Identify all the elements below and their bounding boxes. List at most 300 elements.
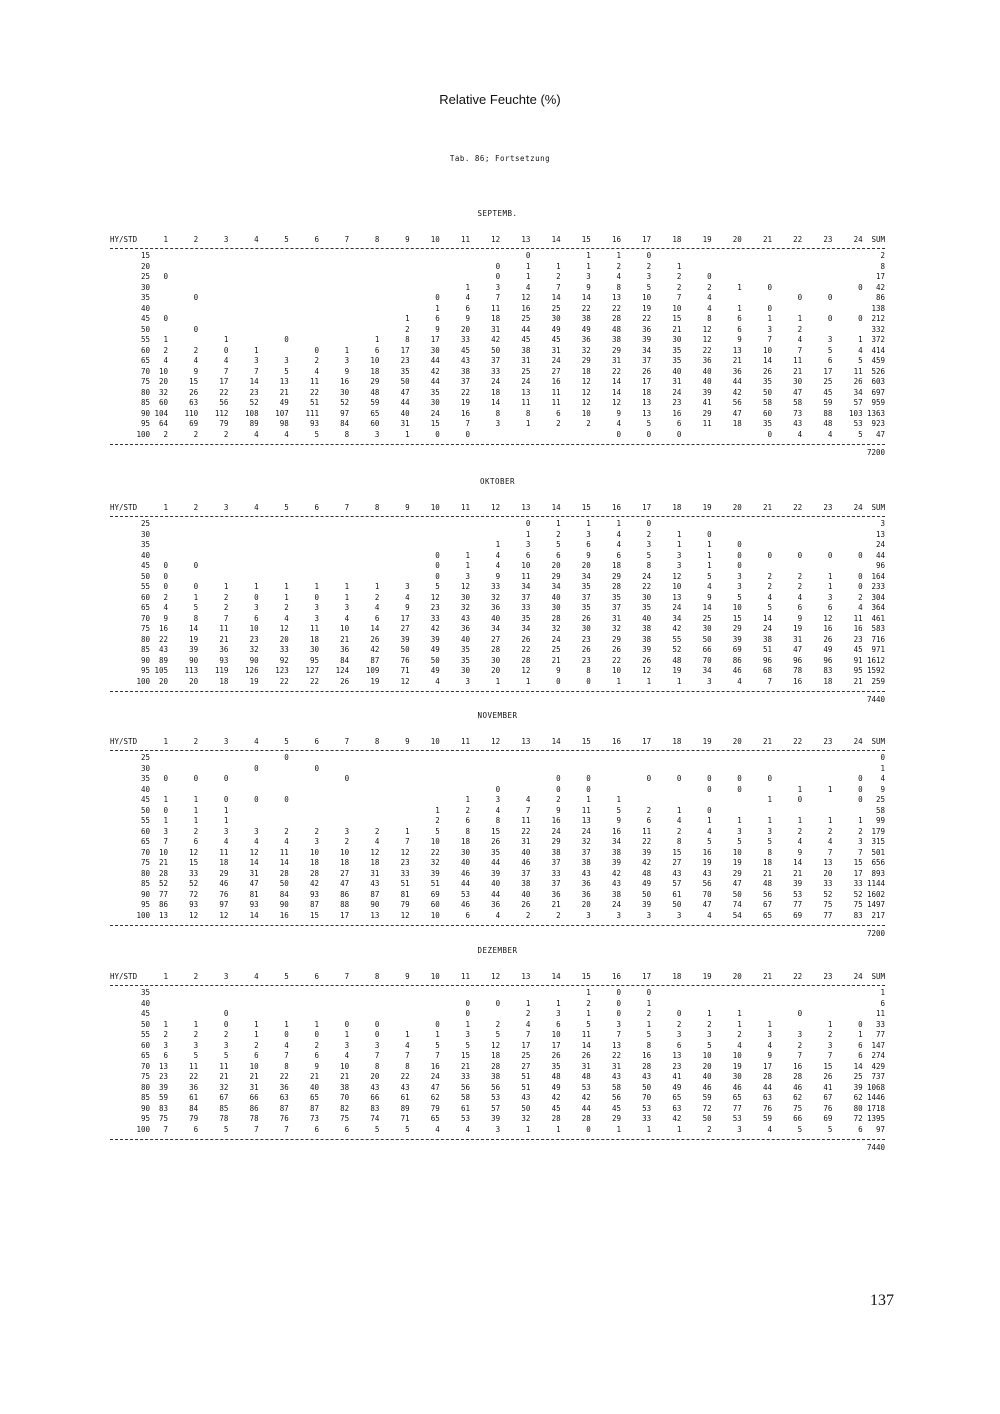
table-cell: 96 xyxy=(793,655,803,665)
table-cell: 36 xyxy=(491,900,501,909)
table-cell: 0 xyxy=(465,1009,470,1018)
humidity-class: 30 xyxy=(140,763,150,773)
table-cell: 6 xyxy=(737,314,742,323)
table-cell: 0 xyxy=(616,998,621,1008)
table-cell: 65 xyxy=(732,1093,742,1102)
table-cell: 96 xyxy=(762,655,772,665)
table-cell: 2 xyxy=(465,805,470,815)
table-cell: 1 xyxy=(556,1124,561,1134)
table-cell: 6 xyxy=(254,613,259,623)
table-cell: 3 xyxy=(827,592,833,602)
row-sum: 99 xyxy=(875,816,885,825)
table-cell: 6 xyxy=(858,1040,863,1050)
table-cell: 9 xyxy=(556,666,561,675)
table-cell: 2 xyxy=(646,805,652,815)
table-cell: 2 xyxy=(344,837,350,846)
table-cell: 22 xyxy=(642,314,652,323)
table-cell: 0 xyxy=(193,582,199,591)
humidity-class: 30 xyxy=(140,529,150,539)
table-cell: 1 xyxy=(586,261,591,271)
table-cell: 4 xyxy=(284,837,289,846)
table-cell: 90 xyxy=(279,900,289,909)
table-cell: 4 xyxy=(767,1124,772,1134)
table-cell: 1 xyxy=(676,540,682,549)
table-cell: 3 xyxy=(344,356,350,365)
table-cell: 40 xyxy=(460,634,470,644)
table-cell: 26 xyxy=(642,655,652,665)
table-cell: 14 xyxy=(249,858,259,867)
table-cell: 26 xyxy=(340,676,350,686)
table-cell: 16 xyxy=(279,910,289,920)
table-cell: 7 xyxy=(525,805,531,815)
column-header: 18 xyxy=(672,737,682,746)
humidity-class: 80 xyxy=(140,387,150,397)
table-cell: 9 xyxy=(586,282,591,292)
humidity-class: 45 xyxy=(140,795,150,804)
table-cell: 18 xyxy=(309,858,319,867)
table-cell: 3 xyxy=(676,910,682,920)
table-cell: 77 xyxy=(158,889,168,899)
table-cell: 8 xyxy=(707,314,712,323)
table-cell: 10 xyxy=(430,910,440,920)
table-cell: 22 xyxy=(400,1072,410,1081)
table-cell: 6 xyxy=(374,345,380,355)
table-cell: 19 xyxy=(189,634,199,644)
table-cell: 60 xyxy=(430,900,440,909)
table-cell: 0 xyxy=(858,550,863,560)
table-cell: 10 xyxy=(158,366,168,376)
humidity-class: 65 xyxy=(140,356,150,365)
table-cell: 12 xyxy=(491,1040,501,1050)
table-cell: 1 xyxy=(676,1124,682,1134)
humidity-class: 70 xyxy=(140,613,150,623)
table-cell: 1 xyxy=(405,429,410,439)
row-sum: 0 xyxy=(880,753,885,762)
table-cell: 0 xyxy=(858,774,863,783)
table-cell: 1 xyxy=(193,795,199,804)
table-cell: 69 xyxy=(732,645,742,654)
table-cell: 31 xyxy=(551,345,561,355)
table-cell: 4 xyxy=(465,293,470,302)
table-cell: 1 xyxy=(495,676,501,686)
row-sum: 372 xyxy=(871,335,885,344)
table-cell: 0 xyxy=(827,550,833,560)
table-cell: 84 xyxy=(340,419,350,428)
table-cell: 22 xyxy=(460,387,470,397)
table-cell: 26 xyxy=(551,1051,561,1060)
table-cell: 28 xyxy=(491,1061,501,1071)
table-cell: 25 xyxy=(551,645,561,654)
column-header: 1 xyxy=(163,972,168,981)
table-cell: 0 xyxy=(435,550,440,560)
table-cell: 22 xyxy=(581,303,591,313)
table-cell: 66 xyxy=(702,645,712,654)
table-cell: 50 xyxy=(732,889,742,899)
table-cell: 0 xyxy=(163,571,168,581)
table-cell: 5 xyxy=(223,1124,229,1134)
humidity-class: 80 xyxy=(140,1082,150,1092)
table-cell: 0 xyxy=(254,592,259,602)
table-cell: 2 xyxy=(797,1040,803,1050)
table-cell: 1 xyxy=(586,795,591,804)
table-cell: 3 xyxy=(737,826,742,836)
table-cell: 64 xyxy=(158,419,168,428)
table-cell: 30 xyxy=(430,398,440,407)
table-cell: 39 xyxy=(189,645,199,654)
table-cell: 1 xyxy=(586,988,591,997)
table-cell: 1 xyxy=(465,1019,470,1029)
table-cell: 5 xyxy=(827,345,833,355)
table-cell: 10 xyxy=(340,624,350,633)
column-header: SUM xyxy=(871,972,885,981)
table-cell: 25 xyxy=(702,613,712,623)
table-cell: 1 xyxy=(676,529,682,539)
table-cell: 6 xyxy=(254,1051,259,1060)
table-cell: 23 xyxy=(430,603,440,612)
table-cell: 33 xyxy=(460,335,470,344)
table-cell: 21 xyxy=(853,676,863,686)
table-cell: 1 xyxy=(525,1124,531,1134)
table-cell: 1 xyxy=(797,784,803,794)
table-cell: 10 xyxy=(642,293,652,302)
table-cell: 20 xyxy=(279,634,289,644)
table-cell: 3 xyxy=(284,356,289,365)
column-header: 19 xyxy=(702,235,712,244)
table-cell: 3 xyxy=(827,335,833,344)
table-cell: 18 xyxy=(491,1051,501,1060)
table-cell: 87 xyxy=(279,1103,289,1113)
table-cell: 49 xyxy=(642,879,652,888)
table-cell: 4 xyxy=(858,603,863,612)
table-caption: Tab. 86; Fortsetzung xyxy=(449,154,551,163)
table-cell: 35 xyxy=(581,582,591,591)
table-cell: 4 xyxy=(314,366,319,376)
table-cell: 5 xyxy=(858,429,863,439)
table-cell: 13 xyxy=(158,1061,168,1071)
table-cell: 9 xyxy=(163,613,168,623)
column-header: 2 xyxy=(193,972,199,981)
table-cell: 5 xyxy=(707,837,712,846)
table-cell: 13 xyxy=(823,858,833,867)
table-cell: 1 xyxy=(797,314,803,323)
table-cell: 77 xyxy=(732,1103,742,1113)
table-cell: 8 xyxy=(405,335,410,344)
table-cell: 19 xyxy=(370,676,380,686)
table-cell: 44 xyxy=(581,1103,591,1113)
table-cell: 24 xyxy=(551,356,561,365)
table-cell: 74 xyxy=(370,1114,380,1123)
table-cell: 10 xyxy=(249,1061,259,1071)
table-cell: 3 xyxy=(163,1040,168,1050)
table-cell: 0 xyxy=(223,1019,229,1029)
table-cell: 12 xyxy=(189,847,199,857)
humidity-class: 35 xyxy=(140,988,150,997)
table-cell: 1 xyxy=(586,251,591,260)
table-cell: 25 xyxy=(521,314,531,323)
table-cell: 18 xyxy=(219,858,229,867)
table-cell: 54 xyxy=(732,910,742,920)
table-cell: 5 xyxy=(646,419,652,428)
table-cell: 43 xyxy=(672,868,682,878)
table-cell: 47 xyxy=(400,387,410,397)
table-cell: 0 xyxy=(163,774,168,783)
table-cell: 10 xyxy=(732,603,742,612)
table-cell: 11 xyxy=(702,419,712,428)
row-sum: 4 xyxy=(880,774,885,783)
table-cell: 56 xyxy=(732,398,742,407)
table-cell: 49 xyxy=(823,645,833,654)
table-cell: 9 xyxy=(405,603,410,612)
table-cell: 25 xyxy=(521,1051,531,1060)
table-cell: 49 xyxy=(551,324,561,334)
table-cell: 6 xyxy=(556,408,561,418)
table-cell: 0 xyxy=(556,676,561,686)
table-cell: 26 xyxy=(611,645,621,654)
table-cell: 71 xyxy=(400,666,410,675)
table-cell: 3 xyxy=(314,603,319,612)
table-cell: 50 xyxy=(491,345,501,355)
table-cell: 40 xyxy=(642,613,652,623)
table-row xyxy=(110,583,885,594)
table-cell: 16 xyxy=(702,847,712,857)
humidity-class: 100 xyxy=(136,1124,150,1134)
table-cell: 1 xyxy=(163,795,168,804)
table-cell: 81 xyxy=(400,889,410,899)
table-cell: 38 xyxy=(611,889,621,899)
row-sum: 33 xyxy=(875,1019,885,1029)
table-cell: 0 xyxy=(646,519,652,528)
table-cell: 3 xyxy=(314,613,319,623)
table-cell: 108 xyxy=(245,408,259,418)
table-cell: 3 xyxy=(586,910,591,920)
table-cell: 1 xyxy=(646,1124,652,1134)
table-cell: 127 xyxy=(305,666,319,675)
table-cell: 59 xyxy=(702,1093,712,1102)
table-cell: 0 xyxy=(495,998,501,1008)
table-cell: 22 xyxy=(430,847,440,857)
table-cell: 51 xyxy=(309,398,319,407)
table-cell: 31 xyxy=(611,613,621,623)
table-cell: 56 xyxy=(219,398,229,407)
table-cell: 31 xyxy=(793,634,803,644)
table-cell: 0 xyxy=(797,550,803,560)
table-cell: 72 xyxy=(853,1114,863,1123)
table-cell: 98 xyxy=(279,419,289,428)
table-cell: 4 xyxy=(707,826,712,836)
row-sum: 2 xyxy=(880,251,885,260)
humidity-class: 90 xyxy=(140,655,150,665)
table-cell: 30 xyxy=(460,592,470,602)
row-sum: 737 xyxy=(871,1072,885,1081)
table-cell: 11 xyxy=(219,624,229,633)
humidity-class: 40 xyxy=(140,303,150,313)
humidity-class: 95 xyxy=(140,666,150,675)
table-cell: 8 xyxy=(495,816,501,825)
table-cell: 20 xyxy=(551,561,561,570)
table-cell: 4 xyxy=(616,529,621,539)
table-cell: 4 xyxy=(163,603,168,612)
table-cell: 21 xyxy=(551,655,561,665)
table-cell: 58 xyxy=(611,1082,621,1092)
table-cell: 28 xyxy=(793,1072,803,1081)
table-cell: 4 xyxy=(495,561,501,570)
table-cell: 3 xyxy=(646,272,652,281)
table-cell: 4 xyxy=(374,837,380,846)
table-cell: 38 xyxy=(581,314,591,323)
table-cell: 53 xyxy=(853,419,863,428)
table-cell: 39 xyxy=(491,868,501,878)
table-cell: 2 xyxy=(556,795,561,804)
table-cell: 4 xyxy=(405,1040,410,1050)
table-cell: 2 xyxy=(707,1019,712,1029)
humidity-class: 90 xyxy=(140,889,150,899)
humidity-class: 35 xyxy=(140,774,150,783)
column-header: 13 xyxy=(521,503,531,512)
table-cell: 31 xyxy=(611,1061,621,1071)
table-cell: 37 xyxy=(581,847,591,857)
column-header: 5 xyxy=(284,737,289,746)
table-cell: 1 xyxy=(223,335,229,344)
table-cell: 1 xyxy=(646,1019,652,1029)
table-cell: 28 xyxy=(491,645,501,654)
table-cell: 56 xyxy=(491,1082,501,1092)
table-cell: 35 xyxy=(491,847,501,857)
table-cell: 12 xyxy=(249,847,259,857)
table-cell: 22 xyxy=(279,676,289,686)
table-cell: 32 xyxy=(460,603,470,612)
table-cell: 49 xyxy=(551,1082,561,1092)
table-cell: 43 xyxy=(370,1082,380,1092)
table-cell: 87 xyxy=(309,1103,319,1113)
table-cell: 2 xyxy=(616,261,621,271)
table-cell: 3 xyxy=(254,603,259,612)
row-sum: 526 xyxy=(871,366,885,376)
table-cell: 12 xyxy=(189,910,199,920)
table-cell: 35 xyxy=(672,345,682,355)
table-cell: 50 xyxy=(521,1103,531,1113)
table-cell: 0 xyxy=(223,774,229,783)
table-cell: 72 xyxy=(189,889,199,899)
table-cell: 4 xyxy=(163,356,168,365)
table-cell: 38 xyxy=(460,366,470,376)
table-cell: 1 xyxy=(676,261,682,271)
table-cell: 39 xyxy=(430,868,440,878)
table-cell: 31 xyxy=(249,1082,259,1092)
table-cell: 42 xyxy=(551,1093,561,1102)
table-cell: 0 xyxy=(435,429,440,439)
column-header: 15 xyxy=(581,235,591,244)
column-header: 16 xyxy=(611,235,621,244)
humidity-class: 45 xyxy=(140,1009,150,1018)
column-header: 9 xyxy=(405,737,410,746)
table-cell: 3 xyxy=(586,272,591,281)
table-cell: 26 xyxy=(521,900,531,909)
humidity-class: 80 xyxy=(140,634,150,644)
table-cell: 0 xyxy=(254,763,259,773)
table-cell: 93 xyxy=(189,900,199,909)
table-cell: 84 xyxy=(340,655,350,665)
table-cell: 6 xyxy=(827,356,833,365)
table-cell: 10 xyxy=(732,1051,742,1060)
table-cell: 0 xyxy=(435,561,440,570)
table-cell: 2 xyxy=(797,324,803,334)
table-cell: 45 xyxy=(853,645,863,654)
row-sum: 716 xyxy=(871,634,885,644)
table-cell: 47 xyxy=(702,900,712,909)
table-cell: 6 xyxy=(586,540,591,549)
table-cell: 4 xyxy=(284,1040,289,1050)
table-cell: 1 xyxy=(797,816,803,825)
table-cell: 12 xyxy=(702,324,712,334)
table-cell: 78 xyxy=(219,1114,229,1123)
row-sum: 414 xyxy=(871,345,885,355)
table-cell: 12 xyxy=(521,666,531,675)
table-cell: 12 xyxy=(581,387,591,397)
table-cell: 0 xyxy=(495,261,501,271)
table-cell: 22 xyxy=(219,387,229,397)
humidity-class: 25 xyxy=(140,519,150,528)
table-cell: 47 xyxy=(732,408,742,418)
table-cell: 43 xyxy=(611,1072,621,1081)
column-header: SUM xyxy=(871,503,885,512)
table-cell: 16 xyxy=(551,816,561,825)
table-cell: 0 xyxy=(344,774,350,783)
table-cell: 89 xyxy=(249,419,259,428)
table-cell: 8 xyxy=(284,1061,289,1071)
column-header: 9 xyxy=(405,235,410,244)
table-cell: 1 xyxy=(737,1009,742,1018)
table-cell: 33 xyxy=(551,868,561,878)
table-cell: 37 xyxy=(521,592,531,602)
table-cell: 60 xyxy=(370,419,380,428)
table-cell: 31 xyxy=(370,868,380,878)
table-cell: 43 xyxy=(611,879,621,888)
table-cell: 31 xyxy=(581,1061,591,1071)
table-cell: 0 xyxy=(586,784,591,794)
row-sum: 212 xyxy=(871,314,885,323)
table-cell: 79 xyxy=(400,900,410,909)
table-cell: 78 xyxy=(249,1114,259,1123)
table-cell: 36 xyxy=(551,889,561,899)
column-header: 20 xyxy=(732,972,742,981)
table-cell: 4 xyxy=(405,592,410,602)
row-sum: 179 xyxy=(871,826,885,836)
table-cell: 10 xyxy=(249,624,259,633)
table-cell: 2 xyxy=(193,345,199,355)
table-cell: 27 xyxy=(521,1061,531,1071)
table-cell: 0 xyxy=(797,293,803,302)
table-cell: 17 xyxy=(551,1040,561,1050)
table-cell: 43 xyxy=(521,1093,531,1102)
table-cell: 21 xyxy=(340,1072,350,1081)
table-row xyxy=(110,399,885,410)
table-cell: 29 xyxy=(702,408,712,418)
table-cell: 33 xyxy=(430,613,440,623)
table-cell: 15 xyxy=(430,419,440,428)
table-cell: 2 xyxy=(223,592,229,602)
table-cell: 1 xyxy=(707,816,712,825)
table-cell: 4 xyxy=(193,356,199,365)
table-cell: 75 xyxy=(340,1114,350,1123)
table-cell: 90 xyxy=(189,655,199,665)
row-sum: 13 xyxy=(875,529,885,539)
table-cell: 30 xyxy=(460,666,470,675)
table-cell: 26 xyxy=(491,837,501,846)
table-cell: 8 xyxy=(586,666,591,675)
table-cell: 51 xyxy=(762,645,772,654)
column-header: 23 xyxy=(823,235,833,244)
table-cell: 35 xyxy=(430,387,440,397)
